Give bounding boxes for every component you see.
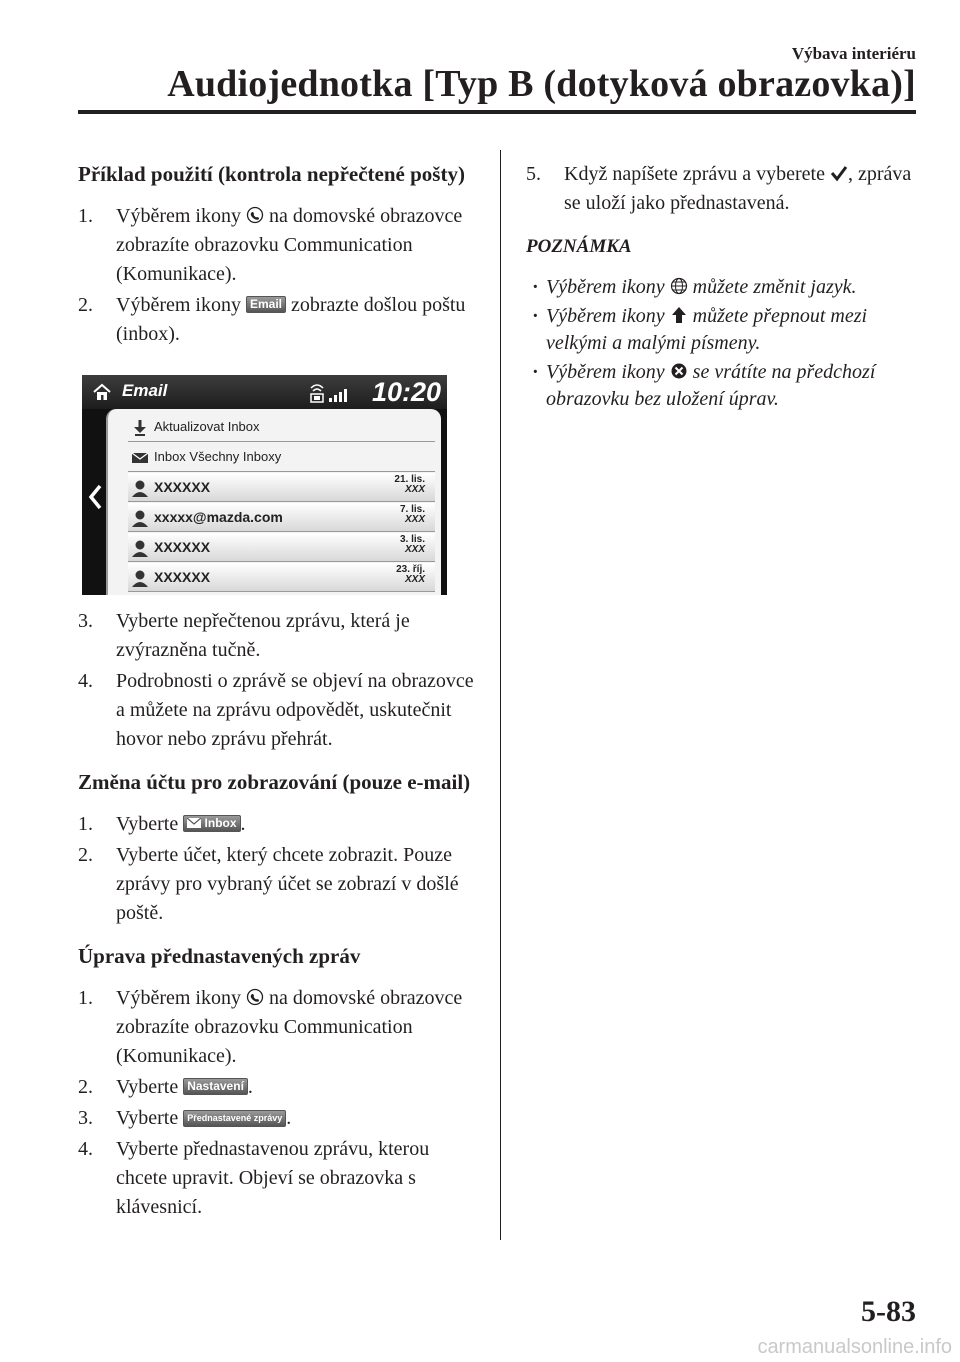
bullet-text: Výběrem ikony: [546, 305, 665, 327]
step-text: zobrazte došlou poštu (inbox).: [116, 294, 466, 345]
envelope-icon: [187, 818, 201, 828]
step-text: Podrobnosti o zprávě se objeví na obrazovce a můžete na zprávu odpovědět, uskutečnit hovor nebo zprávu přehrát.: [116, 670, 474, 750]
shift-arrow-icon: [670, 306, 688, 324]
note-title: POZNÁMKA: [526, 236, 632, 257]
step-1: [78, 810, 483, 839]
step-number: 4.: [78, 670, 93, 692]
step-text: Vyberte: [116, 1076, 179, 1098]
row-date: [400, 535, 425, 555]
chevron-left-icon[interactable]: [88, 483, 104, 511]
person-icon: [130, 539, 150, 557]
screen-list-panel: [106, 409, 441, 595]
row-text: XXXXXX: [154, 569, 211, 585]
envelope-icon: [130, 449, 150, 467]
step-number: 2.: [78, 294, 93, 316]
communication-icon: [246, 988, 264, 1006]
message-row[interactable]: [128, 533, 435, 562]
row-date: [400, 505, 425, 525]
header-rule: [78, 110, 916, 114]
step-text: Vyberte nepřečtenou zprávu, která je zvýrazněna tučně.: [116, 610, 410, 661]
date-text: 7. lis.: [399, 504, 425, 515]
steps-example: [78, 202, 483, 349]
bullet-text: Výběrem ikony: [546, 361, 665, 383]
screen-clock: 10:20: [371, 377, 441, 407]
row-text: Aktualizovat Inbox: [154, 419, 260, 434]
row-date: [394, 475, 425, 495]
screen-top-bar: [82, 375, 447, 409]
step-number: 5.: [526, 163, 541, 185]
watermark: carmanualsonline.info: [757, 1336, 952, 1358]
bullet-text: se vrátíte na předchozí obrazovku bez uložení úprav.: [546, 361, 876, 410]
step-1: [78, 984, 483, 1071]
step-number: 4.: [78, 1138, 93, 1160]
steps-presets: [78, 984, 483, 1222]
note-bullet-language: [526, 274, 926, 301]
step-text: Vyberte: [116, 1107, 179, 1129]
step-number: 3.: [78, 610, 93, 632]
right-column: [526, 160, 926, 415]
step-2: [78, 1073, 483, 1102]
row-text: Inbox Všechny Inboxy: [154, 449, 282, 464]
date-sub: XXX: [404, 544, 425, 555]
step-3: [78, 607, 483, 665]
date-sub: XXX: [404, 514, 425, 525]
step-5: [526, 160, 926, 218]
communication-icon: [246, 206, 264, 224]
note-bullet-case: [526, 303, 926, 357]
step-number: 2.: [78, 1076, 93, 1098]
step-1: [78, 202, 483, 289]
person-icon: [130, 479, 150, 497]
bullet-text: Výběrem ikony: [546, 276, 665, 298]
email-button[interactable]: Email: [246, 296, 286, 313]
step-2: [78, 291, 483, 349]
bullet-text: můžete změnit jazyk.: [692, 276, 857, 298]
steps-account: [78, 810, 483, 928]
step-text: .: [286, 1107, 292, 1129]
date-sub: XXX: [404, 574, 425, 585]
step-number: 3.: [78, 1107, 93, 1129]
message-row[interactable]: [128, 563, 435, 592]
step-text: Vyberte přednastavenou zprávu, kterou chcete upravit. Objeví se obrazovka s klávesnicí.: [116, 1138, 430, 1218]
page-title: Audiojednotka [Typ B (dotyková obrazovka)]: [167, 63, 916, 105]
section-title: Výbava interiéru: [791, 44, 916, 63]
page-number: 5-83: [861, 1295, 916, 1328]
steps-example-cont: [78, 607, 483, 754]
step-number: 1.: [78, 205, 93, 227]
step-number: 1.: [78, 987, 93, 1009]
step-number: 2.: [78, 844, 93, 866]
home-icon[interactable]: [92, 383, 112, 401]
person-icon: [130, 569, 150, 587]
message-row[interactable]: [128, 503, 435, 532]
bullet-text: můžete přepnout mezi velkými a malými písmeny.: [546, 305, 868, 354]
inbox-button-label: Inbox: [204, 816, 237, 830]
message-row[interactable]: [128, 473, 435, 502]
update-inbox-row[interactable]: [128, 413, 435, 442]
row-text: XXXXXX: [154, 479, 211, 495]
heading-example: Příklad použití (kontrola nepřečtené pošty): [78, 162, 465, 186]
step-text: Když napíšete zprávu a vyberete: [564, 163, 825, 185]
person-icon: [130, 509, 150, 527]
date-sub: XXX: [404, 484, 425, 495]
inbox-select-row[interactable]: [128, 443, 435, 472]
heading-presets: Úprava přednastavených zpráv: [78, 944, 361, 968]
step-text: .: [247, 1076, 253, 1098]
row-date: [396, 565, 425, 585]
step-text: na domovské obrazovce zobrazíte obrazovku Communication (Komunikace).: [116, 205, 463, 285]
email-screen: [82, 375, 447, 595]
step-text: , zpráva se uloží jako přednastavená.: [564, 163, 912, 214]
download-icon: [130, 419, 150, 437]
date-text: 3. lis.: [399, 534, 425, 545]
step-2: [78, 841, 483, 928]
status-icons: [307, 382, 351, 404]
note-bullet-cancel: [526, 359, 926, 413]
row-text: XXXXXX: [154, 539, 211, 555]
step-3: [78, 1104, 483, 1133]
left-column: [78, 160, 483, 1236]
date-text: 21. lis.: [394, 474, 425, 485]
globe-icon: [670, 277, 688, 295]
step-text: Výběrem ikony: [116, 205, 241, 227]
heading-account: Změna účtu pro zobrazování (pouze e-mail): [78, 770, 471, 794]
cancel-icon: [670, 362, 688, 380]
inbox-button[interactable]: [183, 815, 240, 832]
screen-title: Email: [122, 381, 168, 400]
step-text: Vyberte: [116, 813, 179, 835]
step-text: .: [240, 813, 246, 835]
step-4: [78, 1135, 483, 1222]
step-text: Výběrem ikony: [116, 294, 241, 316]
step-text: Výběrem ikony: [116, 987, 241, 1009]
step-number: 1.: [78, 813, 93, 835]
row-text: xxxxx@mazda.com: [154, 509, 283, 525]
column-divider: [500, 150, 501, 1240]
step-text: Vyberte účet, který chcete zobrazit. Pouze zprávy pro vybraný účet se zobrazí v došlé poště.: [116, 844, 459, 924]
date-text: 23. říj.: [396, 564, 425, 575]
step-4: [78, 667, 483, 754]
settings-button[interactable]: Nastavení: [183, 1078, 248, 1095]
checkmark-icon: [830, 164, 848, 182]
preset-messages-button[interactable]: Přednastavené zprávy: [183, 1110, 286, 1127]
step-text: na domovské obrazovce zobrazíte obrazovku Communication (Komunikace).: [116, 987, 463, 1067]
